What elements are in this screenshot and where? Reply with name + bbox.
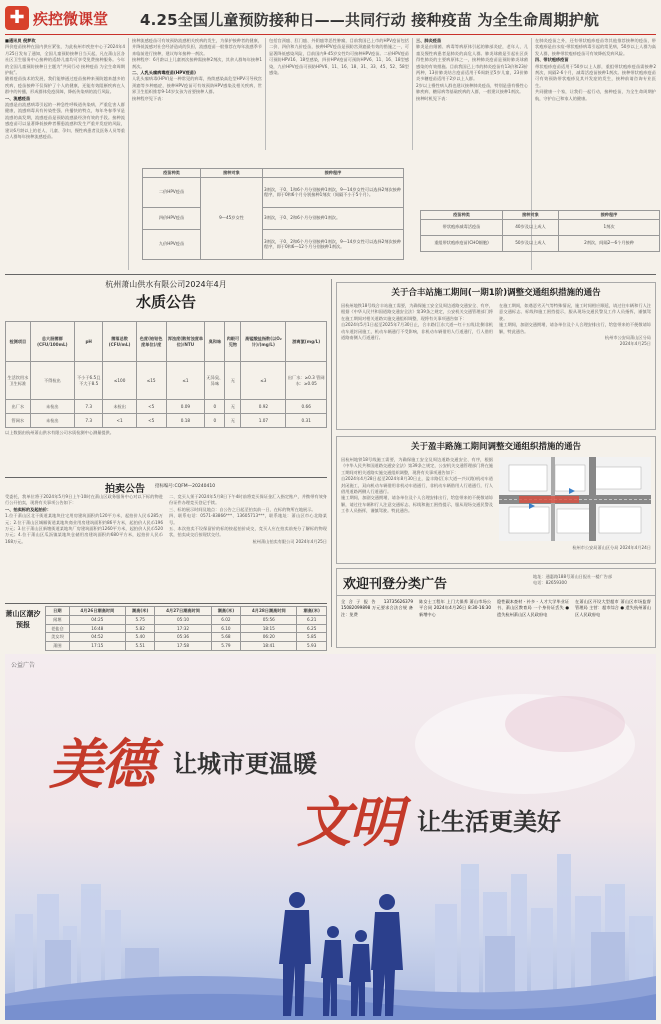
table-cell: 出厂水：≥0.3 管网水：≥0.05 xyxy=(286,362,327,400)
water-quality-notice xyxy=(5,279,327,475)
table-row xyxy=(6,362,327,400)
water-company: 杭州萧山供水有限公司2024年4月 xyxy=(105,280,227,289)
table-row xyxy=(143,207,404,229)
table-cell: 四价HPV疫苗 xyxy=(143,207,201,229)
paragraph: 接种时机见下表： xyxy=(416,95,450,101)
water-title: 水质公告 xyxy=(135,293,196,311)
article-col-3 xyxy=(269,38,409,150)
table-row xyxy=(46,633,327,642)
paragraph: 五、本次拍卖不设保留价的标的按起拍价成交，竞买人应在拍卖前充分了解标的物现状，拍卖成交后按现状交付。 xyxy=(169,526,327,538)
notice-title: 关于盈丰路施工期间调整交通组织措施的通告 xyxy=(410,442,581,452)
public-service-poster xyxy=(5,654,656,1020)
table-header-cell: 潮高(米) xyxy=(211,607,241,616)
table-cell: 2剂次，间隔2—6个月接种 xyxy=(559,235,660,251)
table-cell: 05:36 xyxy=(155,633,211,642)
notice-date: 2024年4月25日 xyxy=(619,341,651,347)
table-cell: 7.3 xyxy=(75,414,103,428)
road-map-diagram xyxy=(499,457,651,541)
table-cell: 无异臭、异味 xyxy=(205,362,225,400)
paragraph: 三、标的展示时间及地点：自公告之日起至拍卖前一日，在标的物所在地展示。 xyxy=(169,506,316,512)
table-cell: 无 xyxy=(225,362,241,400)
paragraph: 接种程序见下表： xyxy=(132,95,166,101)
water-footer: 以上数据由杭州萧山供水有限公司水质检测中心测量提供。 xyxy=(5,430,114,435)
table-header-row xyxy=(143,169,404,178)
table-cell: 0 xyxy=(205,400,225,414)
table-cell: 04:25 xyxy=(69,615,125,624)
hpv-vaccine-table xyxy=(142,168,404,260)
table-header-cell: 疫苗种类 xyxy=(143,169,201,178)
table-cell: 6.10 xyxy=(211,624,241,633)
table-cell: 0.09 xyxy=(166,400,205,414)
paragraph: 在施工期间，如遇恶劣天气等特殊情况，施工时间相应顺延，请过往车辆和行人注意交通标志、标线和施工围挡提示，服从现场交通民警及工作人员指挥，谨慎驾驶。 xyxy=(499,303,651,321)
table-header-cell: 接种对象 xyxy=(201,169,263,178)
table-cell: 5.68 xyxy=(211,633,241,642)
auction-title: 拍卖公告 xyxy=(105,484,145,495)
table-cell: 1.07 xyxy=(241,414,286,428)
poster-tag: 公益广告 xyxy=(11,662,36,669)
table-header-row xyxy=(6,322,327,362)
table-header-cell: 潮高(米) xyxy=(297,607,327,616)
paragraph: 因杭州地铁18号线合丰站施工需要，为确保施工安全及周边道路交通安全、有序，根据《中华人民共和国道路交通安全法》第39条之规定，公安机关交通管理部门将在施工期间对相关道路实施交通组织调整，现将有关事项通告如下： xyxy=(341,303,493,321)
table-header-cell: pH xyxy=(75,322,103,362)
table-cell: ≤100 xyxy=(103,362,136,400)
table-cell: <5 xyxy=(136,400,166,414)
paragraph: 因杭州地铁18号线施工需要，为确保施工安全及周边道路交通安全、有序，根据《中华人民共和国道路交通安全法》第39条之规定，公安机关交通管理部门将在施工期间对相关道路实施交通组织调整，现将有关事项通告如下： xyxy=(341,457,493,475)
table-header-cell: 接种程序 xyxy=(559,211,660,220)
table-header-cell: 4月27日潮高时间 xyxy=(155,607,211,616)
table-header-cell: 游离氯(mg/L) xyxy=(286,322,327,362)
table-cell: 无 xyxy=(225,400,241,414)
table-cell: 5.79 xyxy=(211,642,241,651)
poster-slogan-1: 让城市更温暖 xyxy=(173,749,317,778)
table-cell: ≤15 xyxy=(136,362,166,400)
table-cell: 17:15 xyxy=(69,642,125,651)
table-cell: <1 xyxy=(103,414,136,428)
column-divider xyxy=(331,279,332,647)
table-cell: 生活饮用水卫生标准 xyxy=(6,362,31,400)
table-cell: 3剂次，于0、2和6个月分别接种1剂次，9—14岁女性可以选择2剂次接种程序，即于0和6—12个月分别接种1剂次。 xyxy=(263,229,404,259)
table-cell: 0.92 xyxy=(241,400,286,414)
article-col-2 xyxy=(132,38,262,150)
table-cell: 04:52 xyxy=(69,633,125,642)
table-header-cell: 潮高(米) xyxy=(125,607,155,616)
paragraph: 施工期间，加剧交通拥堵，请各单位及个人合理安排出行，给您带来的不便敬请谅解，特此通告。 xyxy=(499,322,651,334)
table-cell: 1剂次 xyxy=(559,219,660,235)
paragraph: 共同健康一个家，让我们一起行动，接种疫苗，为全生命周期护航，守护自己和家人的健康。 xyxy=(535,89,656,101)
table-cell: 3剂次，于0、1和6个月分别接种1剂次，9—14岁女性可以选择2剂次接种程序，即于0和6个月分别接种1剂次（间隔不小于5个月）。 xyxy=(263,177,404,207)
column-divider xyxy=(265,38,266,150)
paragraph: 在肺炎疫苗之外，还有带状疱疹疫苗等其他推荐接种的疫苗，带状疱疹是由水痘-带状疱疹病毒引起的常见病，50岁以上人群为高发人群，接种带状疱疹疫苗可有效降低发病风险。 xyxy=(535,38,656,56)
category-label: 疾控微课堂 xyxy=(33,10,109,28)
byline: ■通讯员 倪梦玫 xyxy=(5,38,36,43)
traffic-notice-yingfeng xyxy=(336,436,656,564)
ads-phone: 电话：82659300 xyxy=(533,580,567,585)
table-cell: 0 xyxy=(205,414,225,428)
section-header xyxy=(0,0,661,34)
table-header-cell: 日期 xyxy=(46,607,70,616)
table-cell: 5.51 xyxy=(125,642,155,651)
table-cell: 未检出 xyxy=(30,414,74,428)
poster-slogan-2: 让生活更美好 xyxy=(417,807,561,836)
article-col-1 xyxy=(5,38,125,270)
table-cell: 美女坝 xyxy=(46,633,70,642)
table-header-cell: 臭和味 xyxy=(205,322,225,362)
section-heading: 二、人乳头瘤病毒疫苗(HPV疫苗) xyxy=(132,70,196,76)
table-cell: 5.40 xyxy=(125,633,155,642)
table-cell: 05:56 xyxy=(241,615,297,624)
zoster-vaccine-table xyxy=(420,210,660,252)
auction-notice xyxy=(5,480,327,602)
paragraph: 施工期间，加剧交通拥堵，请各单位及个人合理安排出行，给您带来的不便敬请谅解，请过往车辆和行人注意交通标志、标线和施工围挡提示，服从现场交通民警及工作人员指挥，谨慎驾驶。特此通告。 xyxy=(341,495,493,514)
auction-body xyxy=(5,494,327,599)
table-cell: 0.18 xyxy=(166,414,205,428)
table-header-row xyxy=(421,211,660,220)
table-cell: 0.31 xyxy=(286,414,327,428)
table-cell: 萧围 xyxy=(46,642,70,651)
paragraph: 接种流感疫苗可有效预防流感相关疾病的发生，为保护接种者的健康，并降低流感对社会经济造成的负担，流感疫苗一般推荐在每年流感季节来临前进行接种，建议每年接种一剂次。 xyxy=(132,38,262,56)
water-quality-table xyxy=(5,321,327,428)
section-heading: 三、肺炎疫苗 xyxy=(416,38,442,43)
notice-body xyxy=(337,301,655,427)
paragraph: 1.位于萧山区北干街道某地块住宅用房建筑面积约120平方米，起拍价人民币285万元；2.位于萧山区城厢街道某地块商业用房建筑面积约86平方米，起拍价人民币196万元；3.位于萧山区新塘街道某地块厂房建筑面积约1260平方米，起拍价人民币520万元；4.位于萧山区瓜沥镇某地块仓储用房建筑面积约680平方米，起拍价人民币168万元。 xyxy=(5,513,163,544)
section-heading: 四、带状疱疹疫苗 xyxy=(535,57,569,63)
paragraph: 流感是由流感病毒引起的一种急性呼吸道传染病，严重危害人群健康，流感病毒具有传染性强、传播快的特点，每年冬春季节是流感的高发期，流感疫苗是预防流感最经济有效的手段。接种流感疫苗可以显著降低接种者罹患流感和发生严重并发症的风险，建议6月龄以上的老人、儿童、孕妇、慢性病患者及医务人员等重点人群每年接种流感疫苗。 xyxy=(5,102,125,140)
table-cell: 3剂次，于0、2和6个月分别接种1剂次。 xyxy=(263,207,404,229)
auction-code: 招标编号:CQFM—20240410 xyxy=(155,484,216,489)
table-header-cell: 疫苗种类 xyxy=(421,211,503,220)
table-header-row xyxy=(46,607,327,616)
tide-forecast xyxy=(5,603,327,647)
table-cell: 带状疱疹减毒活疫苗 xyxy=(421,219,503,235)
notice-sign: 杭州市公安局萧山区分局 xyxy=(572,545,619,550)
section-divider xyxy=(5,274,656,275)
article-title: 4.25全国儿童预防接种日——共同行动 接种疫苗 为全生命周期护航 xyxy=(140,11,600,29)
poster-keyword-1: 美德 xyxy=(49,732,153,796)
table-cell: 九价HPV疫苗 xyxy=(143,229,201,259)
paragraph: 接种程序：6月龄以上儿童初次接种需接种2剂次，其余人群每年接种1剂次。 xyxy=(132,57,262,69)
table-cell: 无 xyxy=(225,414,241,428)
paragraph: 四价疫苗接种在国内供应紧张，为此杭州市疾控中心于2024年4月25日发布了通知，全国儿童预防接种日当天起，凡在萧山区各社区卫生服务中心接种的适龄儿童均可享受免费接种服务。今年的全国儿童预防接种日主题为“共同行动 接种疫苗 为全生命周期护航”。 xyxy=(5,44,125,76)
column-divider xyxy=(128,38,129,270)
table-cell: 05:10 xyxy=(155,615,211,624)
table-header-cell: 4月28日潮高时间 xyxy=(241,607,297,616)
paragraph: 随着疫苗技术的发展，我们能够通过疫苗接种来预防越来越多的疾病，疫苗接种不仅保护了个人的健康，还能有效阻断疾病在人群中的传播，形成群体免疫屏障，降低传染病的流行风险。 xyxy=(5,76,125,95)
section-heading: 一、流感疫苗 xyxy=(5,95,31,101)
table-cell: 17:32 xyxy=(155,624,211,633)
divider xyxy=(337,595,655,596)
table-header-cell: 肉眼可见物 xyxy=(225,322,241,362)
table-row xyxy=(46,624,327,633)
auction-header xyxy=(5,480,327,494)
table-cell: <5 xyxy=(136,414,166,428)
tide-label: 萧山区潮汐预报 xyxy=(5,610,41,629)
table-cell: ≤1 xyxy=(166,362,205,400)
table-row xyxy=(6,400,327,414)
table-cell: 18:41 xyxy=(241,642,297,651)
table-cell: 二价HPV疫苗 xyxy=(143,177,201,207)
table-cell: 未检出 xyxy=(30,400,74,414)
table-cell: 不得检出 xyxy=(30,362,74,400)
table-row xyxy=(143,229,404,259)
table-cell: 40岁及以上成人 xyxy=(503,219,559,235)
table-header-cell: 高锰酸盐指数(以O₂计)/(mg/L) xyxy=(241,322,286,362)
table-cell: 不小于6.5且不大于8.5 xyxy=(75,362,103,400)
notice-body xyxy=(341,457,493,561)
table-cell: 18:15 xyxy=(241,624,297,633)
article-col-4 xyxy=(416,38,528,206)
table-header-cell: 色度(铂钴色度单位)/度 xyxy=(136,322,166,362)
table-cell: 50岁及以上成人 xyxy=(503,235,559,251)
medical-cross-icon: ✚ xyxy=(5,6,29,30)
notice-footer xyxy=(499,545,651,563)
header-divider xyxy=(5,34,656,35)
section-divider xyxy=(5,477,327,478)
table-cell: 9—45岁女性 xyxy=(201,177,263,259)
table-cell: 5.82 xyxy=(125,624,155,633)
table-row xyxy=(421,219,660,235)
notice-sign: 杭州市公安局萧山区分局 xyxy=(604,335,651,341)
paragraph: 带状疱疹疫苗适用于50岁以上人群，重组带状疱疹疫苗需接种2剂次，间隔2-6个月，减毒活疫苗接种1剂次。接种带状疱疹疫苗可有效预防带状疱疹及其并发症的发生，接种前请咨询专业医生。 xyxy=(535,63,656,88)
table-row xyxy=(6,414,327,428)
family-silhouette-illustration xyxy=(275,886,405,1020)
poster-keyword-2: 文明 xyxy=(297,790,401,854)
classified-ads xyxy=(336,568,656,648)
tide-table xyxy=(45,606,327,651)
table-header-cell: 检测项目 xyxy=(6,322,31,362)
table-cell: 6.02 xyxy=(211,615,241,624)
paragraph: 四、联系电话：0571-83866***、13605713***，联系地址：萧山区市心北路某号。 xyxy=(169,513,327,525)
table-header-cell: 接种程序 xyxy=(263,169,404,178)
notice-title: 关于合丰站施工期间(一期1阶)调整交通组织措施的通告 xyxy=(391,288,601,298)
paragraph: 自2024年4月28日起至2024年8月30日止，盈丰路(江东大道—兴议路)机动车道封闭施工，双向机动车辆借用非机动车道通行，非机动车辆借用人行道通行，行人借用道路两侧人行道通行。 xyxy=(341,476,493,495)
table-cell: 出厂水 xyxy=(6,400,31,414)
paragraph: 杭州萧山拍卖有限公司 2024年4月25日 xyxy=(252,538,327,544)
table-cell: 重组带状疱疹疫苗(CHO细胞) xyxy=(421,235,503,251)
table-cell: 老盐仓 xyxy=(46,624,70,633)
notice-date: 2024年4月24日 xyxy=(619,545,651,550)
paragraph: 包括宫颈癌、肛门癌、外阴癌等恶性肿瘤，目前我国已上市的HPV疫苗包括二价、四价和九价疫苗，接种HPV疫苗是预防宫颈癌最有效的措施之一，可显著降低感染风险，目前国内9-45岁女性均可接种HPV疫苗。二价HPV疫苗可预防HPV16、18型感染，四价HPV疫苗可预防HPV6、11、16、18型感染，九价HPV疫苗可预防HPV6、11、16、18、31、33、45、52、58型感染。 xyxy=(269,38,409,76)
ads-contact xyxy=(533,574,653,586)
table-row xyxy=(421,235,660,251)
table-cell: 5.93 xyxy=(297,642,327,651)
table-cell: 16:48 xyxy=(69,624,125,633)
ad-cell: 陈女士工程年 上门大保养 萧山市场公平合同 2024年4月26日 8:30-16:30新增中心 xyxy=(419,599,491,617)
column-divider xyxy=(412,38,413,150)
ads-address: 地址：通惠路188号萧山日报社一楼广告部 xyxy=(533,574,613,579)
table-header-cell: 接种对象 xyxy=(503,211,559,220)
table-cell: 6.21 xyxy=(297,615,327,624)
table-cell: 06:20 xyxy=(241,633,297,642)
table-header-cell: 4月26日潮高时间 xyxy=(69,607,125,616)
ad-cell: 在萧山区开设大型超市 萧山区市场监督管理局 主营：超市综合 ● 遗失杭州萧山区人民政府电 xyxy=(575,599,651,617)
paragraph: 二、竞买人须于2024年5月8日下午4时前将竞买保证金汇入指定账户，并携带有效身份证件办理竞买登记手续。 xyxy=(169,494,327,506)
table-cell: 7.3 xyxy=(75,400,103,414)
paragraph: 自2024年5月1日起至2025年7月30日止，合丰路(江东大道—红十五线)北侧非机动车道封闭施工，机动车辆通行不受影响，非机动车辆借用人行道通行，行人借用道路南侧人行道通行。 xyxy=(341,322,493,341)
table-row xyxy=(46,642,327,651)
paragraph: 一、拍卖标的及起拍价： xyxy=(5,506,52,512)
paragraph: 肺炎是由细菌、病毒等病原体引起的肺部炎症，老年人、儿童及慢性病患者是肺炎的高危人群。肺炎球菌是引起社区获得性肺炎的主要病原体之一，接种肺炎疫苗是预防肺炎球菌感染的有效措施。目前我国已上市的肺炎疫苗有13价和23价两种，13价肺炎结合疫苗适用于6周龄至5岁儿童，23价肺炎多糖疫苗适用于2岁以上人群。 xyxy=(416,44,528,82)
table-header-cell: 浑浊度(散射浊度单位)/NTU xyxy=(166,322,205,362)
table-cell: 5.75 xyxy=(125,615,155,624)
table-row xyxy=(143,177,404,207)
table-header-cell: 总大肠菌群(CFU/100mL) xyxy=(30,322,74,362)
category-badge xyxy=(5,6,123,30)
traffic-notice-heji xyxy=(336,282,656,430)
table-row xyxy=(46,615,327,624)
table-cell: 未检出 xyxy=(103,400,136,414)
table-cell: 6.25 xyxy=(297,624,327,633)
paragraph: 2岁以上慢性病人群也建议接种肺炎疫苗，特别是患有慢性心肺疾病、糖尿病等基础疾病的人群，一般建议接种1剂次。 xyxy=(416,82,528,95)
table-cell: 17:58 xyxy=(155,642,211,651)
paragraph: 人乳头瘤病毒(HPV)是一种常见的病毒，持续感染高危型HPV可导致宫颈癌等多种癌症，接种HPV疫苗可有效预防HPV感染及相关疾病，世界卫生组织推荐9-14岁女孩为首要接种人群。 xyxy=(132,76,262,95)
table-cell: ≤3 xyxy=(241,362,286,400)
table-cell: 0.66 xyxy=(286,400,327,414)
table-cell: 闻堰 xyxy=(46,615,70,624)
ad-cell: 全合子报告 13735626379 15082099898 万元要求合法合规 备注：免费 xyxy=(341,599,413,617)
table-cell: 管网水 xyxy=(6,414,31,428)
paragraph: 受委托，我单位将于2024年5月9日上午10时在萧山区政务服务中心对以下标的物进行公开拍卖，现将有关事项公告如下： xyxy=(5,494,163,506)
ads-title: 欢迎刊登分类广告 xyxy=(343,577,448,592)
ad-cell: 隐性碳本查材 - 补多 - 人才大学毕业证书、萧山区教育局 一个身份证丢失 ● 遗失杭州萧山区人民政府电 xyxy=(497,599,569,617)
table-cell: 5.85 xyxy=(297,633,327,642)
table-header-cell: 菌落总数(CFU/mL) xyxy=(103,322,136,362)
